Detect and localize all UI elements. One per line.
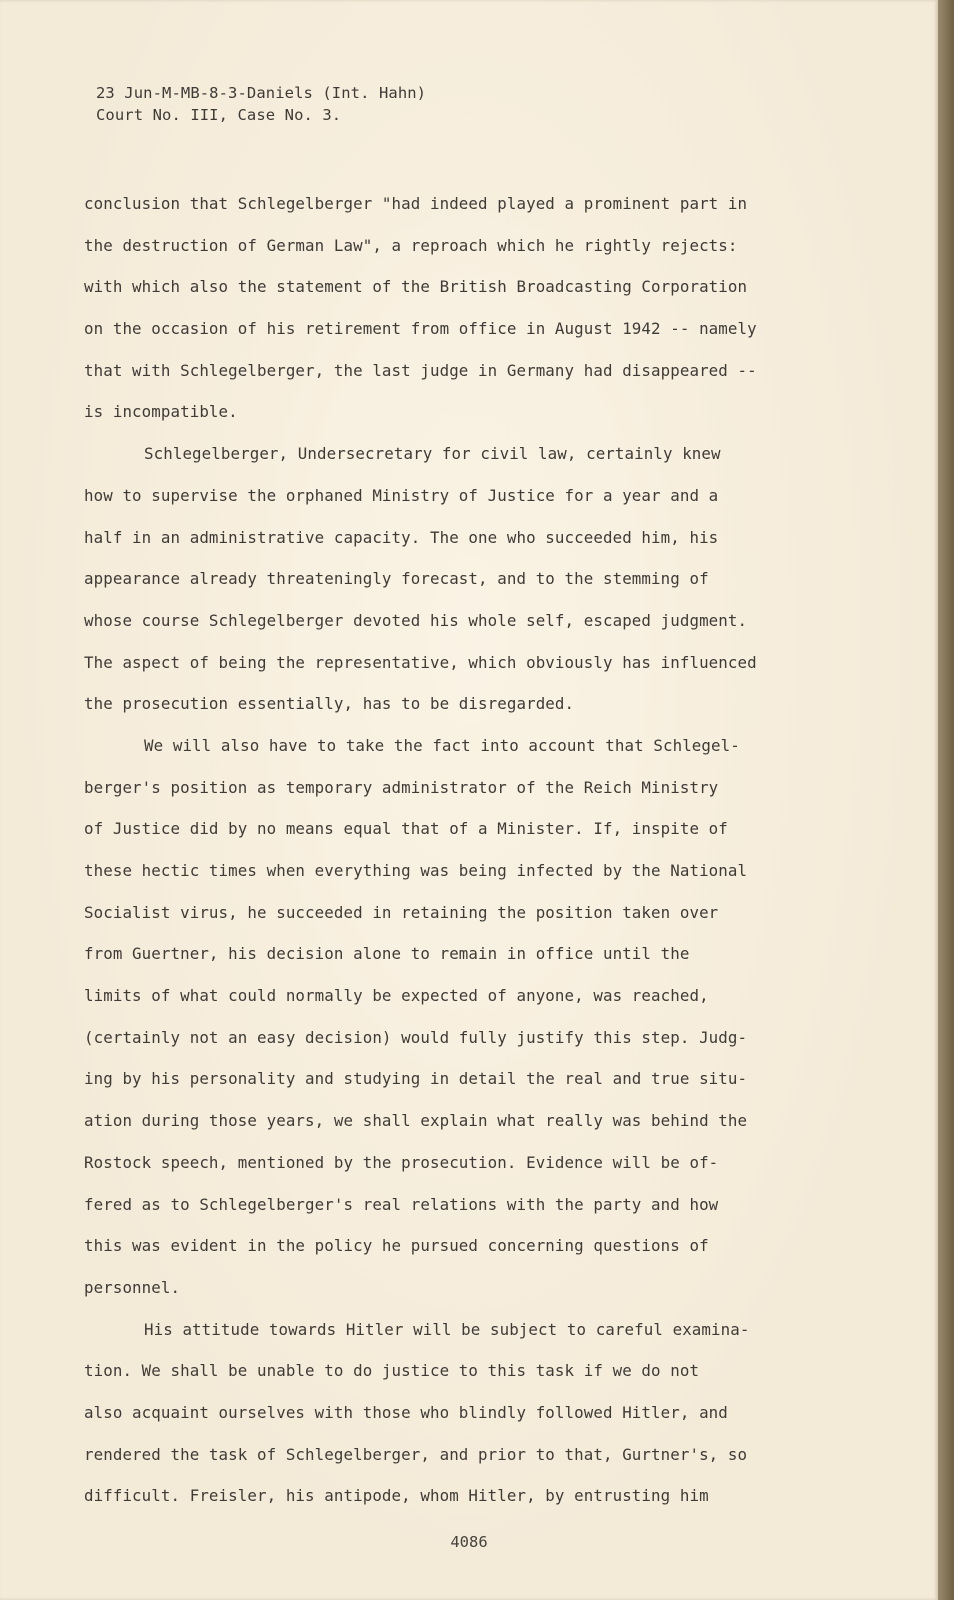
document-header [96, 82, 426, 126]
text-line: the prosecution essentially, has to be disregarded. [84, 694, 575, 714]
text-line: is incompatible. [84, 402, 238, 422]
text-line: personnel. [84, 1277, 181, 1297]
text-line: (certainly not an easy decision) would fully justify this step. Judg- [84, 1027, 748, 1047]
text-line: ation during those years, we shall explain what really was behind the [84, 1111, 748, 1131]
paragraph-start-line: Schlegelberger, Undersecretary for civil law, certainly knew [144, 444, 721, 464]
text-line: the destruction of German Law", a reproach which he rightly rejects: [84, 235, 738, 255]
header-line-2: Court No. III, Case No. 3. [96, 106, 342, 124]
header-line-1: 23 Jun-M-MB-8-3-Daniels (Int. Hahn) [96, 84, 427, 102]
text-line: ing by his personality and studying in detail the real and true situ- [84, 1069, 748, 1089]
text-line: whose course Schlegelberger devoted his whole self, escaped judgment. [84, 610, 748, 630]
text-line: conclusion that Schlegelberger "had indeed played a prominent part in [84, 194, 748, 213]
text-line: tion. We shall be unable to do justice to this task if we do not [84, 1361, 700, 1381]
page-number: 4086 [450, 1533, 488, 1551]
paragraph-start-line: We will also have to take the fact into account that Schlegel- [144, 735, 740, 755]
body-text [84, 183, 814, 1517]
page-edge [938, 0, 954, 1600]
text-line: difficult. Freisler, his antipode, whom Hitler, by entrusting him [84, 1486, 709, 1506]
text-line: of Justice did by no means equal that of a Minister. If, inspite of [84, 819, 728, 839]
text-line: from Guertner, his decision alone to remain in office until the [84, 944, 690, 964]
text-line: rendered the task of Schlegelberger, and prior to that, Gurtner's, so [84, 1444, 748, 1464]
text-line: Socialist virus, he succeeded in retaining the position taken over [84, 902, 719, 922]
paragraph-start-line: His attitude towards Hitler will be subject to careful examina- [144, 1319, 750, 1339]
text-line: limits of what could normally be expected of anyone, was reached, [84, 986, 709, 1006]
text-line: appearance already threateningly forecast, and to the stemming of [84, 569, 709, 589]
text-line: half in an administrative capacity. The one who succeeded him, his [84, 527, 719, 547]
text-line: that with Schlegelberger, the last judge in Germany had disappeared -- [84, 360, 757, 380]
text-line: with which also the statement of the British Broadcasting Corporation [84, 277, 748, 297]
text-line: these hectic times when everything was being infected by the National [84, 861, 748, 880]
text-line: The aspect of being the representative, which obviously has influenced [84, 652, 757, 672]
text-line: berger's position as temporary administrator of the Reich Ministry [84, 777, 719, 797]
text-line: how to supervise the orphaned Ministry of Justice for a year and a [84, 485, 719, 505]
text-line: this was evident in the policy he pursued concerning questions of [84, 1236, 709, 1256]
text-line: on the occasion of his retirement from office in August 1942 -- namely [84, 319, 757, 339]
text-line: also acquaint ourselves with those who blindly followed Hitler, and [84, 1402, 728, 1422]
text-line: Rostock speech, mentioned by the prosecution. Evidence will be of- [84, 1152, 719, 1172]
text-line: fered as to Schlegelberger's real relations with the party and how [84, 1194, 719, 1214]
